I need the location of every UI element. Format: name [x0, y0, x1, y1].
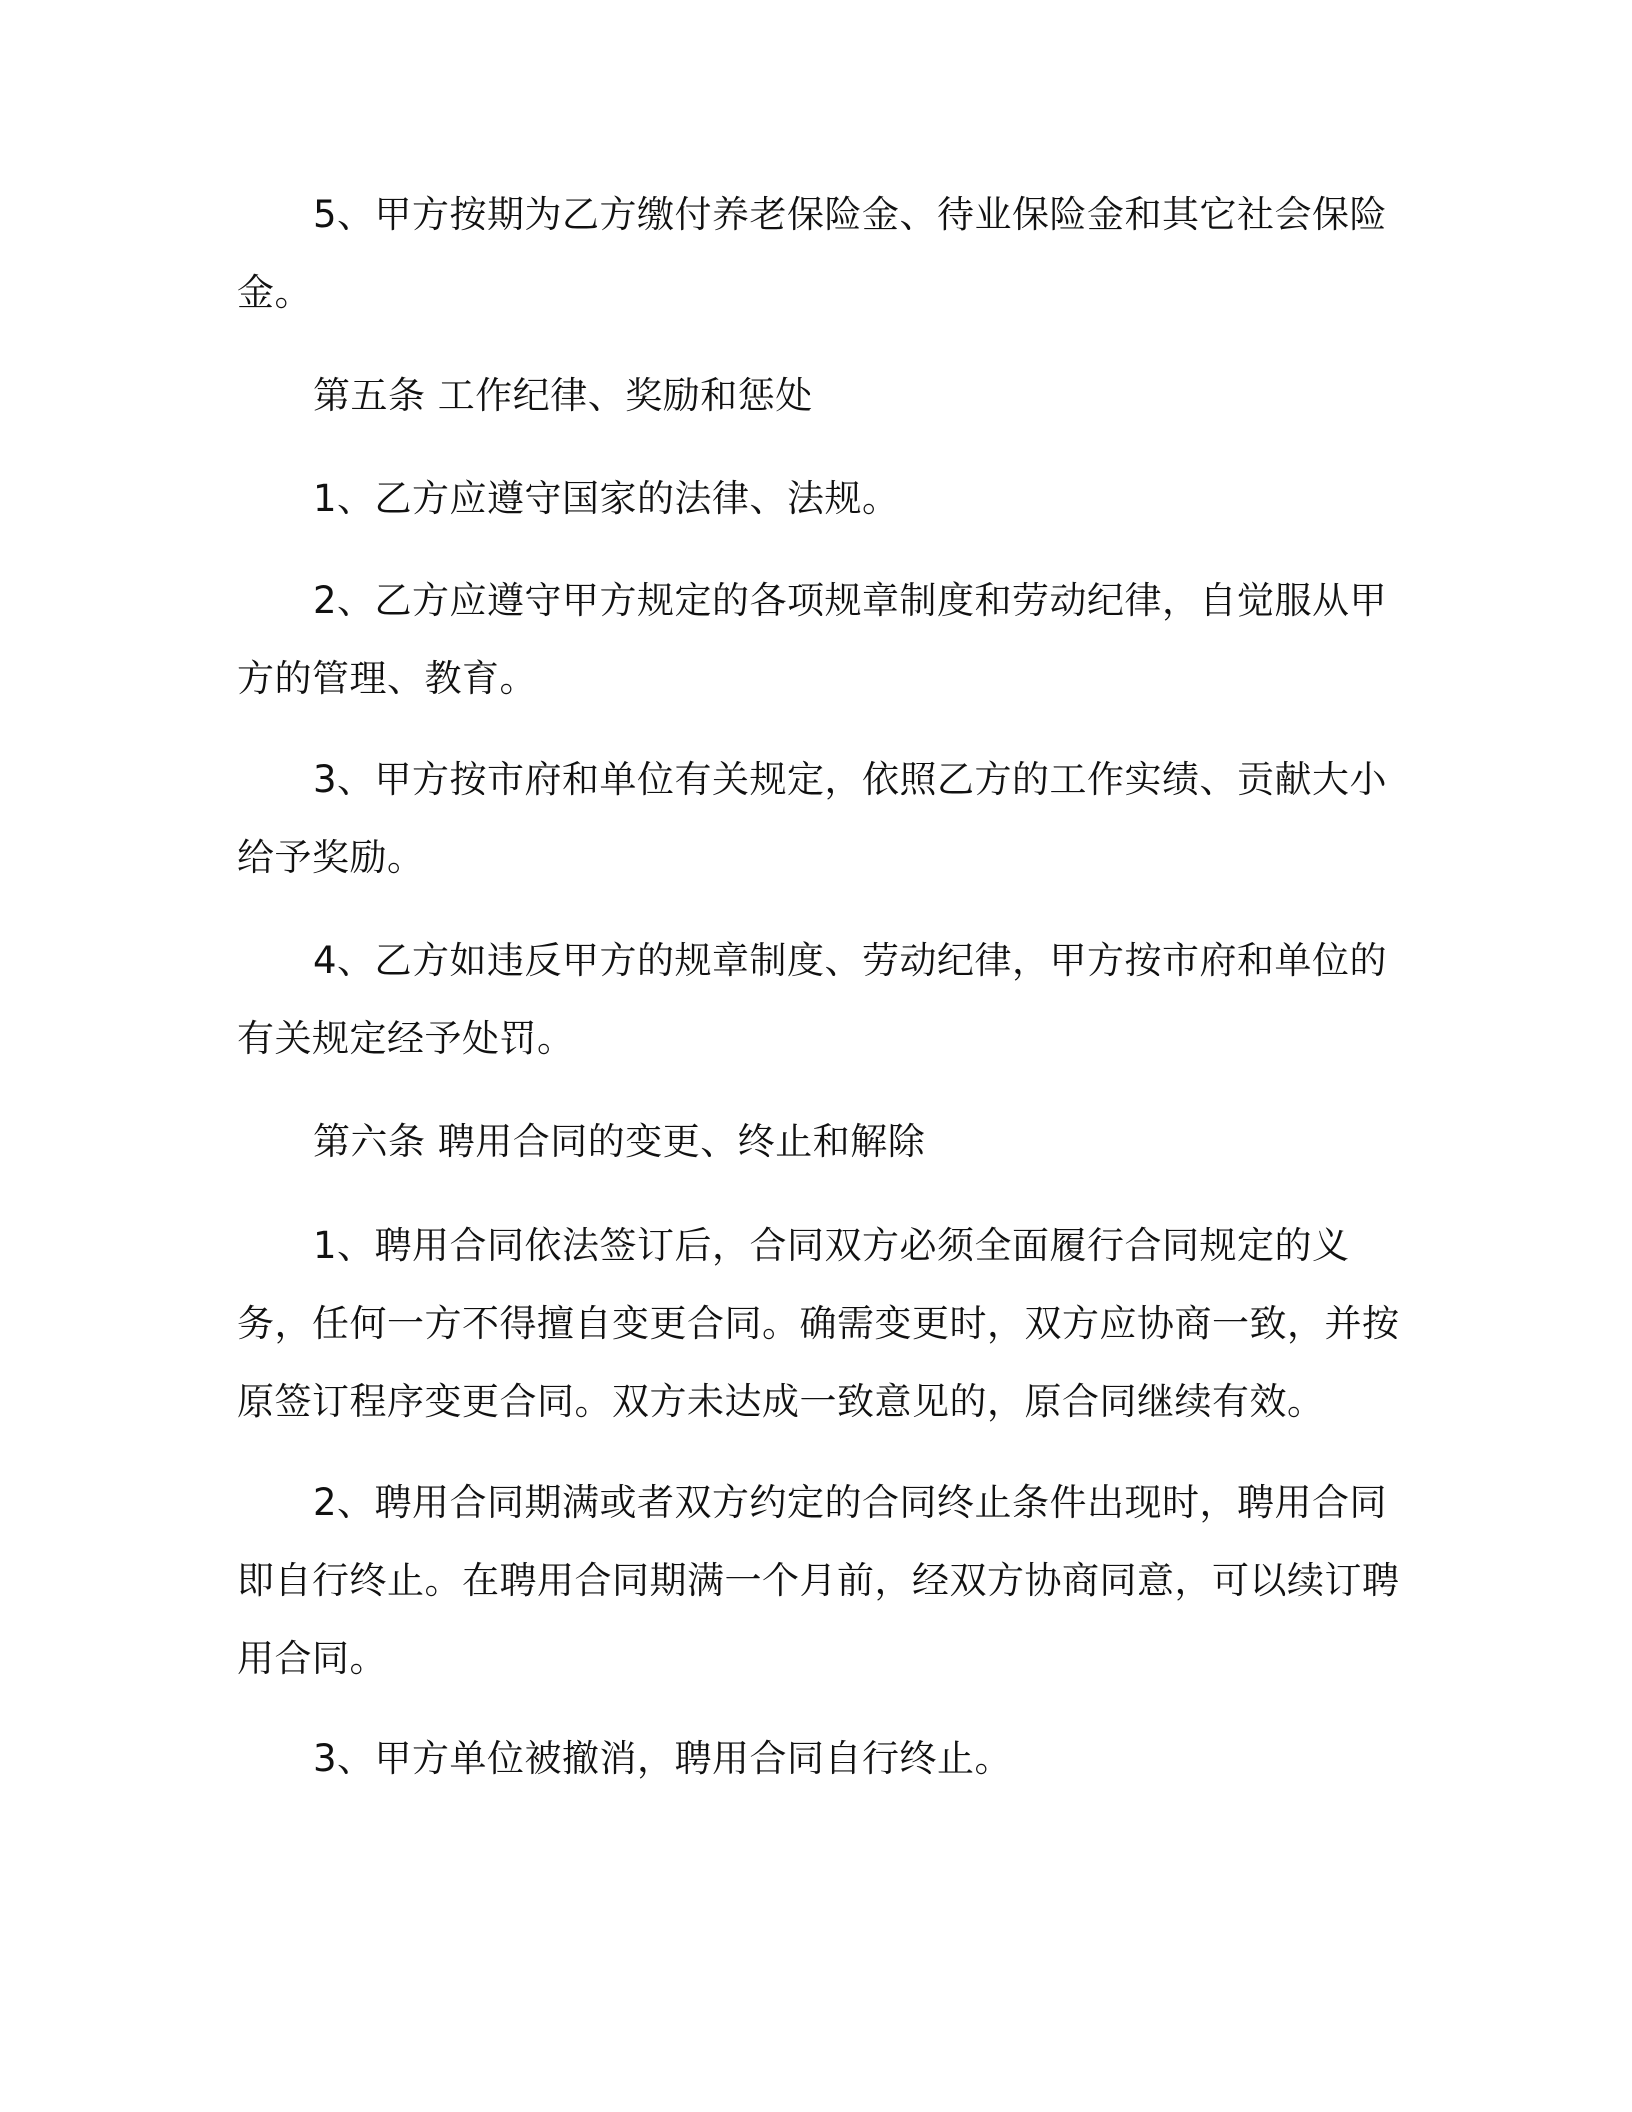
section-heading-article-5: 第五条 工作纪律、奖励和惩处: [313, 374, 813, 417]
section-heading-article-6: 第六条 聘用合同的变更、终止和解除: [313, 1120, 926, 1163]
paragraph-article-6-item-3: 3、甲方单位被撤消，聘用合同自行终止。: [313, 1737, 1013, 1780]
paragraph-article-5-item-2: 2、乙方应遵守甲方规定的各项规章制度和劳动纪律，自觉服从甲方的管理、教育。: [237, 579, 1388, 700]
paragraph-article-5-item-4: 4、乙方如违反甲方的规章制度、劳动纪律，甲方按市府和单位的有关规定经予处罚。: [237, 939, 1388, 1060]
paragraph-article-6-item-2: 2、聘用合同期满或者双方约定的合同终止条件出现时，聘用合同即自行终止。在聘用合同期满一个月前，经双方协商同意，可以续订聘用合同。: [237, 1481, 1400, 1680]
paragraph-article-5-item-3: 3、甲方按市府和单位有关规定，依照乙方的工作实绩、贡献大小给予奖励。: [237, 758, 1388, 879]
paragraph-insurance: 5、甲方按期为乙方缴付养老保险金、待业保险金和其它社会保险金。: [237, 193, 1388, 314]
paragraph-article-5-item-1: 1、乙方应遵守国家的法律、法规。: [313, 477, 900, 520]
paragraph-article-6-item-1: 1、聘用合同依法签订后，合同双方必须全面履行合同规定的义务，任何一方不得擅自变更合同。确需变更时，双方应协商一致，并按原签订程序变更合同。双方未达成一致意见的，原合同继续有效。: [237, 1224, 1400, 1423]
